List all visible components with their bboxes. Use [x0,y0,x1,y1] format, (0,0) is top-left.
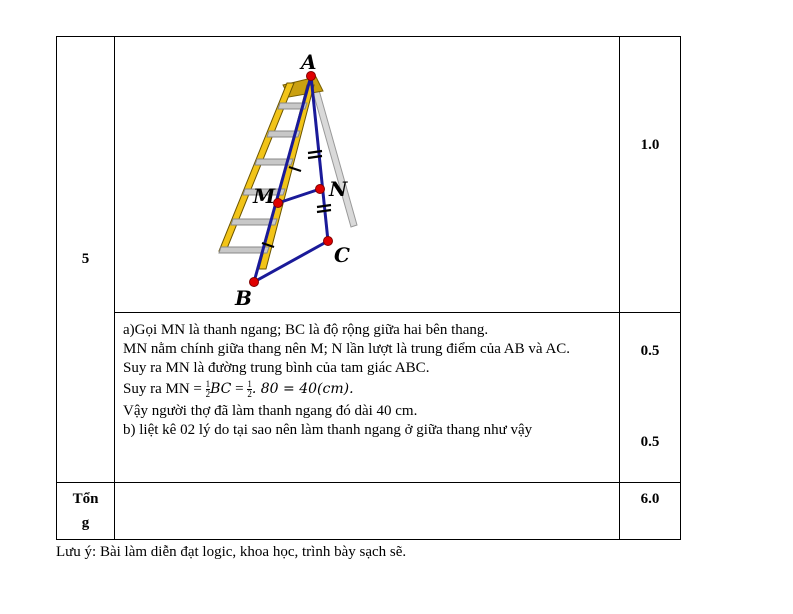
figure-score [620,37,681,313]
footer-note: Lưu ý: Bài làm diễn đạt logic, khoa học, trình bày sạch sẽ. [56,544,407,560]
label-m: M [253,184,276,208]
figure-cell [115,37,620,313]
figure-score-text: 1.0 [640,137,660,153]
total-score [620,483,681,540]
ladder-triangle-figure [193,50,383,310]
fraction-2-den: 2 [247,389,252,400]
fraction-2-num: 1 [247,379,252,390]
formula-prefix: Suy ra MN = [123,381,206,397]
label-a: A [301,50,317,74]
solution-line-6: b) liệt kê 02 lý do tại sao nên làm thanh ngang ở giữa thang như vậy [123,422,533,439]
solution-cell [115,313,620,483]
tick-nc-1 [317,205,331,207]
formula-bc: BC [210,381,232,397]
tick-nc-2 [317,210,331,212]
score-table [56,36,681,540]
question-number [57,37,115,483]
formula-unit: cm [322,381,344,397]
solution-line-1: a)Gọi MN là thanh ngang; BC là độ rộng giữa hai bên thang. [123,322,489,338]
total-label-a: Tổn [72,491,99,507]
ladder-image [219,77,357,269]
fraction-1-num: 1 [205,379,211,390]
question-number-text: 5 [81,251,90,267]
label-c: C [334,243,350,267]
solution-line-3: Suy ra MN là đường trung bình của tam giác ABC. [123,360,430,376]
point-n [316,185,325,194]
formula-end: ). [343,381,354,397]
solution-score [620,313,681,483]
fraction-1-den: 2 [205,389,211,400]
total-label [57,483,115,540]
solution-line-4 [123,380,611,399]
total-label-b: g [81,515,90,531]
solution-line-2: MN nằm chính giữa thang nên M; N lần lượt là trung điểm của AB và AC. [123,341,571,357]
solution-score-1: 0.5 [640,343,660,359]
point-c [324,237,333,246]
solution-line-5: Vậy người thợ đã làm thanh ngang đó dài 40 cm. [123,403,418,420]
solution-score-2: 0.5 [640,434,660,450]
formula-suffix: . 80 = 40( [251,381,323,397]
formula-eq: = [231,381,248,397]
label-b: B [235,286,252,310]
label-n: N [329,177,348,201]
total-empty-cell [115,483,620,540]
total-score-text: 6.0 [640,491,660,507]
